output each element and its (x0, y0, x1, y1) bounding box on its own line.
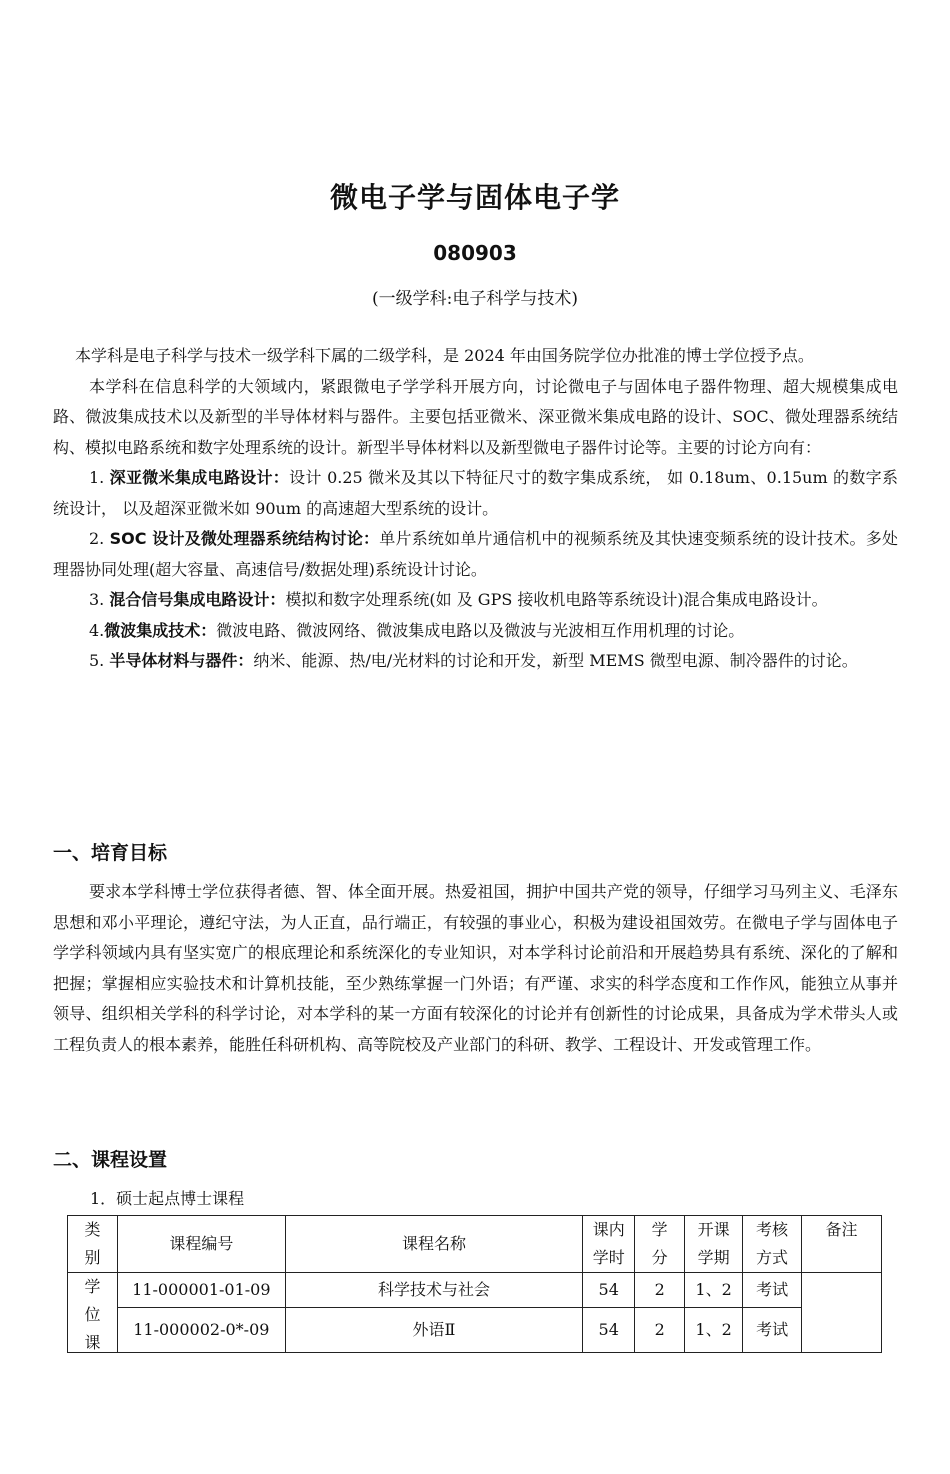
course-code: 11-000001-01-09 (117, 1273, 285, 1308)
table-row (68, 1308, 882, 1353)
direction-text: 微波电路、微波网络、微波集成电路以及微波与光波相互作用机理的讨论。 (216, 620, 745, 640)
category-cell: 学位课 (68, 1273, 118, 1353)
table-row (68, 1273, 882, 1308)
page-title: 微电子学与固体电子学 (329, 181, 620, 214)
course-note (802, 1273, 882, 1353)
header-note: 备注 (802, 1216, 882, 1273)
course-subheading: 1．硕士起点博士课程 (90, 1189, 245, 1208)
direction-text: 模拟和数字处理系统(如 及 GPS 接收机电路等系统设计)混合集成电路设计。 (285, 590, 828, 609)
section-heading-goals: 一、培育目标 (53, 842, 168, 864)
direction-text: 纳米、能源、热/电/光材料的讨论和开发，新型 MEMS 微型电源、制冷器件的讨论。 (253, 651, 858, 670)
direction-title: SOC 设计及微处理器系统结构讨论： (109, 529, 380, 548)
header-credits: 学分 (635, 1216, 685, 1273)
course-term: 1、2 (685, 1308, 743, 1353)
direction-number: 5. (89, 651, 105, 670)
direction-title: 混合信号集成电路设计： (109, 590, 286, 609)
header-category: 类别 (68, 1216, 118, 1273)
course-hours: 54 (583, 1273, 635, 1308)
direction-item-3 (53, 585, 898, 616)
course-table (67, 1215, 882, 1353)
direction-item-5 (53, 646, 898, 677)
header-name: 课程名称 (285, 1216, 582, 1273)
direction-item-2 (53, 524, 898, 585)
course-term: 1、2 (685, 1273, 743, 1308)
course-credits: 2 (635, 1273, 685, 1308)
direction-number: 1. (89, 468, 105, 487)
direction-title: 深亚微米集成电路设计： (109, 468, 290, 487)
course-exam: 考试 (743, 1273, 802, 1308)
direction-title: 微波集成技术： (104, 620, 217, 640)
course-name: 外语Ⅱ (285, 1308, 582, 1353)
direction-number: 2. (89, 529, 105, 548)
direction-item-1 (53, 463, 898, 524)
header-term: 开课学期 (685, 1216, 743, 1273)
intro-section (53, 341, 898, 677)
table-header-row (68, 1216, 882, 1273)
direction-number: 4. (89, 620, 105, 640)
course-credits: 2 (635, 1308, 685, 1353)
course-name: 科学技术与社会 (285, 1273, 582, 1308)
discipline-subject: (一级学科:电子科学与技术) (372, 289, 578, 309)
course-code: 11-000002-0*-09 (117, 1308, 285, 1353)
direction-text: 设计 0.25 微米及其以下特征尺寸的数字集成系统， 如 0.18um、0.15um 的数字系统设计， 以及超深亚微米如 90um 的高速超大型系统的设计。 (53, 468, 898, 518)
course-hours: 54 (583, 1308, 635, 1353)
header-code: 课程编号 (117, 1216, 285, 1273)
header-hours: 课内学时 (583, 1216, 635, 1273)
course-exam: 考试 (743, 1308, 802, 1353)
goals-paragraph: 要求本学科博士学位获得者德、智、体全面开展。热爱祖国，拥护中国共产党的领导，仔细学习马列主义、毛泽东思想和邓小平理论，遵纪守法，为人正直，品行端正，有较强的事业心，积极为建设祖国效劳。在微电子学与固体电子学学科领域内具有坚实宽广的根底理论和系统深化的专业知识，对本学科讨论前沿和开展趋势具有系统、深化的了解和把握；掌握相应实验技术和计算机技能，至少熟练掌握一门外语；有严谨、求实的科学态度和工作作风，能独立从事并领导、组织相关学科的科学讨论，对本学科的某一方面有较深化的讨论并有创新性的讨论成果，具备成为学术带头人或工程负责人的根本素养，能胜任科研机构、高等院校及产业部门的科研、教学、工程设计、开发或管理工作。 (53, 882, 898, 1054)
direction-number: 3. (89, 590, 105, 609)
direction-text: 单片系统如单片通信机中的视频系统及其快速变频系统的设计技术。多处理器协同处理(超大容量、高速信号/数据处理)系统设计讨论。 (53, 529, 898, 579)
intro-paragraph-2: 本学科在信息科学的大领域内，紧跟微电子学学科开展方向，讨论微电子与固体电子器件物理、超大规模集成电路、微波集成技术以及新型的半导体材料与器件。主要包括亚微米、深亚微米集成电路的设计、SOC、微处理器系统结构、模拟电路系统和数字处理系统的设计。新型半导体材料以及新型微电子器件讨论等。主要的讨论方向有： (53, 376, 898, 457)
direction-item-4 (53, 616, 898, 647)
direction-title: 半导体材料与器件： (109, 651, 254, 670)
section-heading-courses: 二、课程设置 (53, 1149, 168, 1171)
goals-section (53, 877, 898, 1060)
intro-paragraph-1: 本学科是电子科学与技术一级学科下属的二级学科，是 2024 年由国务院学位办批准的博士学位授予点。 (75, 346, 814, 365)
discipline-code: 080903 (433, 241, 517, 265)
header-exam: 考核方式 (743, 1216, 802, 1273)
